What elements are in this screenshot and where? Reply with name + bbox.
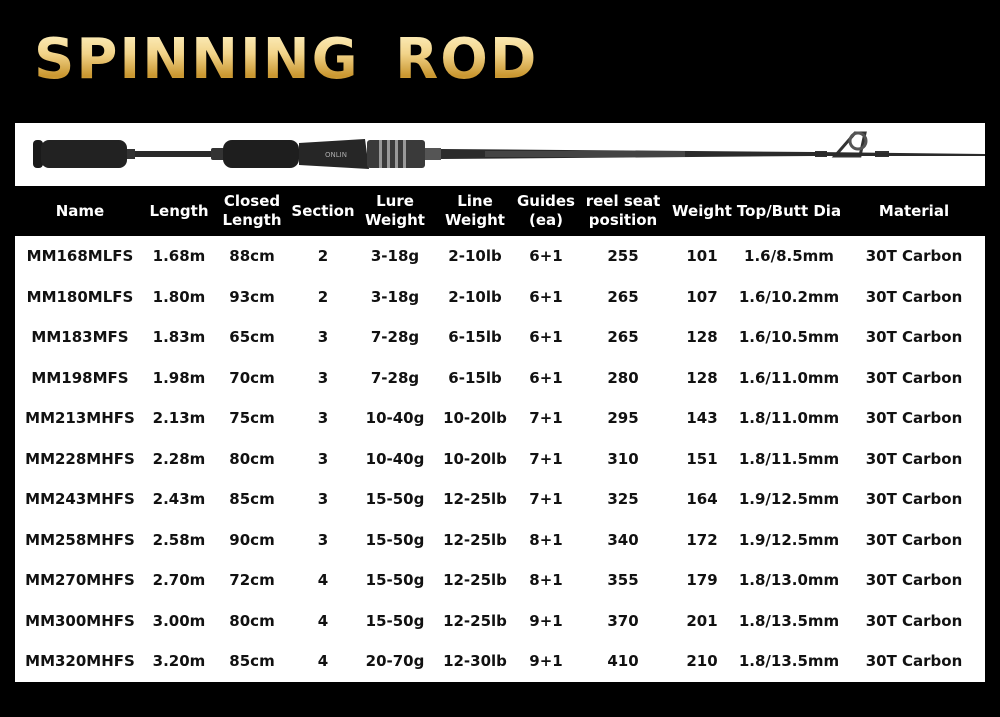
table-cell: 310 <box>577 439 669 480</box>
table-cell: MM228MHFS <box>15 439 145 480</box>
table-cell: MM183MFS <box>15 317 145 358</box>
table-cell: 1.8/13.0mm <box>735 560 843 601</box>
table-cell: 10-20lb <box>435 398 515 439</box>
table-cell: 340 <box>577 520 669 561</box>
table-cell: 4 <box>291 560 355 601</box>
table-cell: 1.98m <box>145 358 213 399</box>
table-cell: 72cm <box>213 560 291 601</box>
table-cell: 15-50g <box>355 479 435 520</box>
table-cell: 1.8/11.5mm <box>735 439 843 480</box>
table-cell: 3 <box>291 520 355 561</box>
table-cell: 1.83m <box>145 317 213 358</box>
table-row <box>15 317 985 358</box>
table-cell: 80cm <box>213 439 291 480</box>
column-header: Line Weight <box>435 186 515 236</box>
column-header: Weight <box>669 186 735 236</box>
column-header: reel seat position <box>577 186 669 236</box>
table-cell: MM213MHFS <box>15 398 145 439</box>
table-cell: 355 <box>577 560 669 601</box>
table-cell: 3 <box>291 398 355 439</box>
table-cell: 3-18g <box>355 236 435 277</box>
table-cell: 30T Carbon <box>843 601 985 642</box>
table-cell: 75cm <box>213 398 291 439</box>
table-cell: 6-15lb <box>435 358 515 399</box>
table-cell: 1.68m <box>145 236 213 277</box>
table-cell: 30T Carbon <box>843 317 985 358</box>
table-cell: MM198MFS <box>15 358 145 399</box>
table-cell: 12-25lb <box>435 520 515 561</box>
table-cell: 15-50g <box>355 601 435 642</box>
table-cell: 1.6/8.5mm <box>735 236 843 277</box>
table-cell: 1.8/11.0mm <box>735 398 843 439</box>
table-cell: 20-70g <box>355 641 435 682</box>
table-cell: 8+1 <box>515 520 577 561</box>
table-body <box>15 236 985 682</box>
table-cell: 179 <box>669 560 735 601</box>
table-cell: 7-28g <box>355 317 435 358</box>
table-cell: MM320MHFS <box>15 641 145 682</box>
table-cell: 2.43m <box>145 479 213 520</box>
table-cell: MM180MLFS <box>15 277 145 318</box>
table-cell: 10-20lb <box>435 439 515 480</box>
table-cell: 265 <box>577 317 669 358</box>
table-row <box>15 439 985 480</box>
table-cell: 12-25lb <box>435 560 515 601</box>
table-cell: 280 <box>577 358 669 399</box>
table-cell: 1.8/13.5mm <box>735 641 843 682</box>
table-cell: 2-10lb <box>435 236 515 277</box>
table-cell: 65cm <box>213 317 291 358</box>
rod-tip-section <box>815 152 985 156</box>
table-cell: 9+1 <box>515 641 577 682</box>
rear-grip <box>41 140 127 168</box>
table-cell: 80cm <box>213 601 291 642</box>
table-cell: 7-28g <box>355 358 435 399</box>
table-cell: 90cm <box>213 520 291 561</box>
table-cell: MM258MHFS <box>15 520 145 561</box>
table-cell: 201 <box>669 601 735 642</box>
table-cell: 10-40g <box>355 439 435 480</box>
table-cell: 88cm <box>213 236 291 277</box>
table-cell: 8+1 <box>515 560 577 601</box>
table-cell: 3.00m <box>145 601 213 642</box>
table-cell: 143 <box>669 398 735 439</box>
table-row <box>15 398 985 439</box>
table-cell: 30T Carbon <box>843 641 985 682</box>
table-cell: 2.13m <box>145 398 213 439</box>
blank-decal <box>485 151 685 157</box>
fore-grip <box>223 140 299 168</box>
table-row <box>15 601 985 642</box>
table-cell: 128 <box>669 358 735 399</box>
spinning-rod-illustration <box>15 123 985 186</box>
column-header: Guides (ea) <box>515 186 577 236</box>
table-cell: 128 <box>669 317 735 358</box>
table-cell: 6+1 <box>515 236 577 277</box>
table-cell: 30T Carbon <box>843 277 985 318</box>
table-cell: 2 <box>291 277 355 318</box>
table-cell: 30T Carbon <box>843 358 985 399</box>
table-cell: 10-40g <box>355 398 435 439</box>
table-cell: 30T Carbon <box>843 236 985 277</box>
table-cell: 172 <box>669 520 735 561</box>
table-cell: 1.6/10.2mm <box>735 277 843 318</box>
table-row <box>15 641 985 682</box>
table-cell: 1.9/12.5mm <box>735 520 843 561</box>
column-header: Material <box>843 186 985 236</box>
table-cell: 30T Carbon <box>843 520 985 561</box>
table-cell: 30T Carbon <box>843 398 985 439</box>
table-cell: 30T Carbon <box>843 439 985 480</box>
table-row <box>15 236 985 277</box>
rod-image-panel <box>15 123 985 186</box>
table-cell: 164 <box>669 479 735 520</box>
table-row <box>15 358 985 399</box>
table-cell: 2 <box>291 236 355 277</box>
column-header: Length <box>145 186 213 236</box>
table-cell: 1.80m <box>145 277 213 318</box>
table-cell: 12-25lb <box>435 601 515 642</box>
table-cell: 1.6/11.0mm <box>735 358 843 399</box>
table-cell: 6+1 <box>515 277 577 318</box>
table-cell: 2.28m <box>145 439 213 480</box>
reel-seat-brand: ONLIN <box>325 151 347 159</box>
table-cell: MM300MHFS <box>15 601 145 642</box>
table-cell: 3.20m <box>145 641 213 682</box>
table-cell: MM168MLFS <box>15 236 145 277</box>
table-cell: 370 <box>577 601 669 642</box>
table-cell: 9+1 <box>515 601 577 642</box>
table-cell: 101 <box>669 236 735 277</box>
table-row <box>15 479 985 520</box>
column-header: Lure Weight <box>355 186 435 236</box>
table-row <box>15 560 985 601</box>
table-cell: 15-50g <box>355 520 435 561</box>
page-title: SPINNING ROD <box>34 27 539 92</box>
table-cell: 265 <box>577 277 669 318</box>
table-cell: 85cm <box>213 641 291 682</box>
table-cell: 4 <box>291 641 355 682</box>
table-row <box>15 277 985 318</box>
table-cell: 2.58m <box>145 520 213 561</box>
table-cell: 93cm <box>213 277 291 318</box>
table-cell: 325 <box>577 479 669 520</box>
winding-check <box>425 148 441 160</box>
table-header-row <box>15 186 985 236</box>
table-cell: 3 <box>291 479 355 520</box>
table-cell: 85cm <box>213 479 291 520</box>
column-header: Section <box>291 186 355 236</box>
table-cell: 6-15lb <box>435 317 515 358</box>
table-cell: 107 <box>669 277 735 318</box>
table-cell: 1.8/13.5mm <box>735 601 843 642</box>
table-cell: 295 <box>577 398 669 439</box>
column-header: Closed Length <box>213 186 291 236</box>
spec-table <box>15 186 985 682</box>
table-cell: 70cm <box>213 358 291 399</box>
column-header: Top/Butt Dia <box>735 186 843 236</box>
table-cell: MM270MHFS <box>15 560 145 601</box>
table-cell: 255 <box>577 236 669 277</box>
table-cell: 410 <box>577 641 669 682</box>
table-cell: 30T Carbon <box>843 479 985 520</box>
table-cell: 4 <box>291 601 355 642</box>
table-cell: 2-10lb <box>435 277 515 318</box>
table-cell: 1.6/10.5mm <box>735 317 843 358</box>
spec-table-wrapper <box>15 186 985 682</box>
table-cell: 3 <box>291 317 355 358</box>
table-cell: 15-50g <box>355 560 435 601</box>
table-cell: 6+1 <box>515 317 577 358</box>
table-cell: 3 <box>291 439 355 480</box>
column-header: Name <box>15 186 145 236</box>
table-cell: 30T Carbon <box>843 560 985 601</box>
table-cell: MM243MHFS <box>15 479 145 520</box>
table-cell: 1.9/12.5mm <box>735 479 843 520</box>
table-cell: 3-18g <box>355 277 435 318</box>
table-cell: 210 <box>669 641 735 682</box>
table-cell: 7+1 <box>515 479 577 520</box>
table-cell: 12-25lb <box>435 479 515 520</box>
grip-ferrule <box>127 149 135 159</box>
table-cell: 12-30lb <box>435 641 515 682</box>
hook-keeper <box>211 148 225 160</box>
table-cell: 151 <box>669 439 735 480</box>
table-cell: 7+1 <box>515 398 577 439</box>
table-cell: 7+1 <box>515 439 577 480</box>
table-cell: 6+1 <box>515 358 577 399</box>
table-cell: 3 <box>291 358 355 399</box>
table-row <box>15 520 985 561</box>
table-cell: 2.70m <box>145 560 213 601</box>
